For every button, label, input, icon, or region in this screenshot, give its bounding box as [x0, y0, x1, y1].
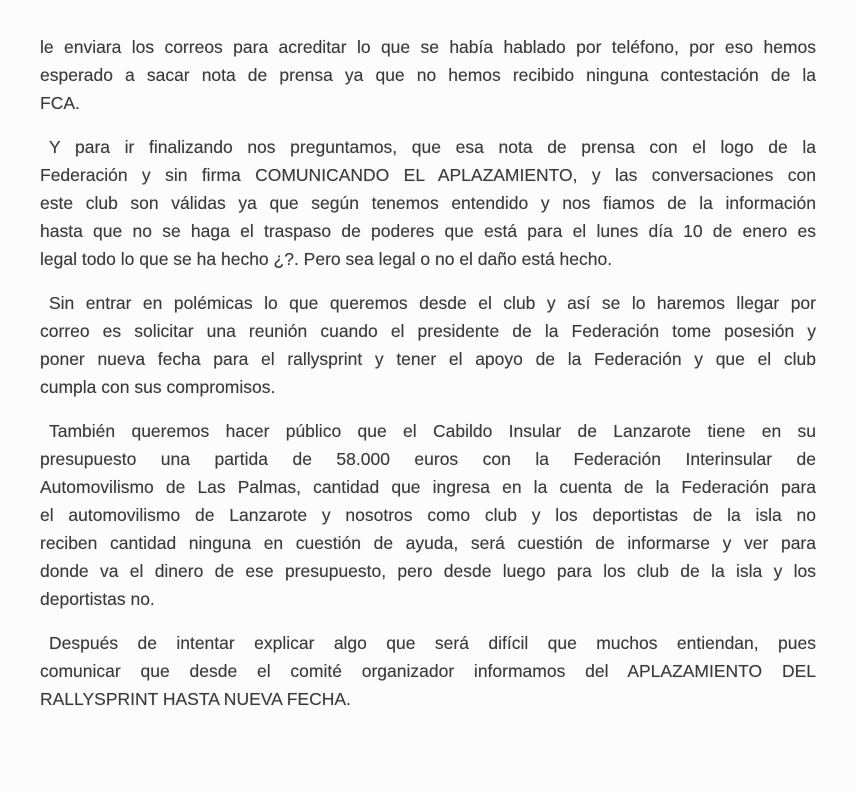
- paragraph: [40, 417, 816, 613]
- text-line: donde va el dinero de ese presupuesto, pero desde luego para los club de la isla y los: [40, 561, 816, 581]
- text-line: poner nueva fecha para el rallysprint y tener el apoyo de la Federación y que el club: [40, 349, 816, 369]
- text-line: comunicar que desde el comité organizador informamos del APLAZAMIENTO DEL: [40, 661, 816, 681]
- text-line: Automovilismo de Las Palmas, cantidad que ingresa en la cuenta de la Federación para: [40, 477, 816, 497]
- text-line: Después de intentar explicar algo que será difícil que muchos entiendan, pues: [49, 633, 816, 653]
- text-line: deportistas no.: [40, 589, 155, 609]
- paragraph: [40, 289, 816, 401]
- text-line: le enviara los correos para acreditar lo que se había hablado por teléfono, por eso hemos: [40, 37, 816, 57]
- text-line: correo es solicitar una reunión cuando el presidente de la Federación tome posesión y: [40, 321, 816, 341]
- text-line: esperado a sacar nota de prensa ya que no hemos recibido ninguna contestación de la: [40, 65, 816, 85]
- text-line: este club son válidas ya que según tenemos entendido y nos fiamos de la información: [40, 193, 816, 213]
- text-line: FCA.: [40, 93, 80, 113]
- paragraph: [40, 629, 816, 713]
- text-line: Y para ir finalizando nos preguntamos, que esa nota de prensa con el logo de la: [49, 137, 816, 157]
- document-text-block: [40, 33, 816, 713]
- text-line: Sin entrar en polémicas lo que queremos desde el club y así se lo haremos llegar por: [49, 293, 816, 313]
- paragraph: [40, 33, 816, 117]
- text-line: Federación y sin firma COMUNICANDO EL APLAZAMIENTO, y las conversaciones con: [40, 165, 816, 185]
- text-line: hasta que no se haga el traspaso de poderes que está para el lunes día 10 de enero es: [40, 221, 816, 241]
- text-line: reciben cantidad ninguna en cuestión de ayuda, será cuestión de informarse y ver para: [40, 533, 816, 553]
- text-line: cumpla con sus compromisos.: [40, 377, 276, 397]
- paragraph: [40, 133, 816, 273]
- text-line: presupuesto una partida de 58.000 euros con la Federación Interinsular de: [40, 449, 816, 469]
- text-line: el automovilismo de Lanzarote y nosotros como club y los deportistas de la isla no: [40, 505, 816, 525]
- text-line: RALLYSPRINT HASTA NUEVA FECHA.: [40, 689, 351, 709]
- text-line: legal todo lo que se ha hecho ¿?. Pero sea legal o no el daño está hecho.: [40, 249, 613, 269]
- text-line: También queremos hacer público que el Cabildo Insular de Lanzarote tiene en su: [49, 421, 816, 441]
